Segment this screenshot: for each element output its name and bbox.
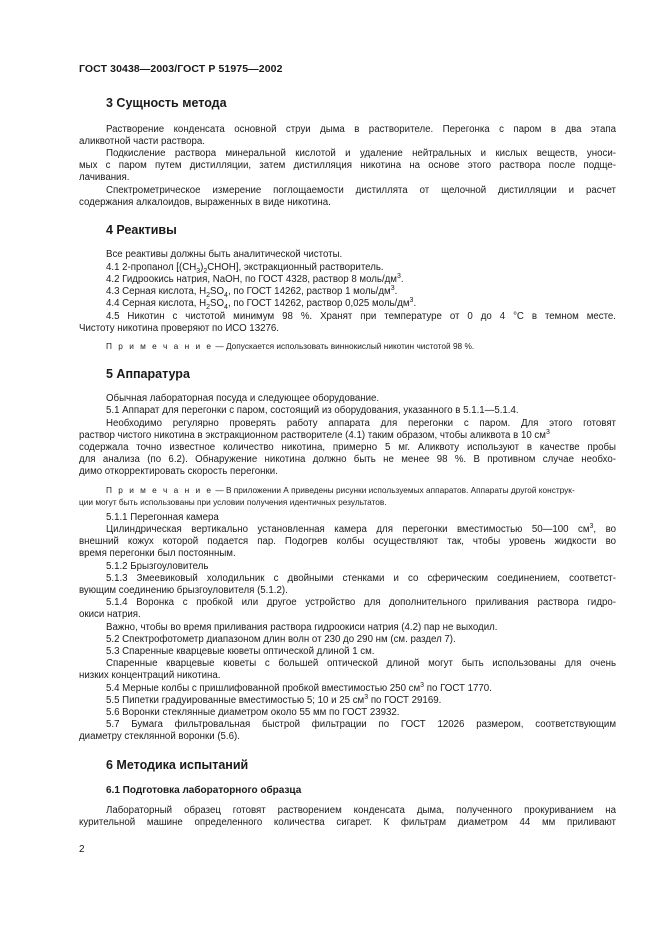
s5-p2c: время перегонки был постоянным. [79, 548, 236, 559]
section-4-title: 4 Реактивы [106, 223, 177, 237]
section-5-title: 5 Аппаратура [106, 367, 190, 381]
section-3-title: 3 Сущность метода [106, 96, 227, 110]
page-number: 2 [79, 844, 85, 855]
s4-item-2: 4.2 Гидроокись натрия, NaOH, по ГОСТ 4328, раствор 8 моль/$дм^3$. [106, 272, 404, 285]
s5-item-1-3b: вующим соединению брызгоуловителя (5.1.2). [79, 585, 288, 596]
s5-p1b: раствор чистого никотина в экстракционном растворителе (4.1) таким образом, чтобы аликвота в 10 $см^3$ [79, 428, 550, 441]
s5-item-4: 5.4 Мерные колбы с пришлифованной пробкой вместимостью 250 $см^3$ по ГОСТ 1770. [106, 681, 492, 694]
s3-p3b: содержания алкалоидов, выраженных в виде никотина. [79, 197, 331, 208]
s5-item-1-4b: окиси натрия. [79, 609, 141, 620]
s5-p1a: Необходимо регулярно проверять работу аппарата для перегонки с паром. Для этого готовят [106, 418, 616, 429]
s5-intro: Обычная лабораторная посуда и следующее оборудование. [106, 393, 380, 404]
s5-p4a: Спаренные кварцевые кюветы с большей оптической длиной могут быть использованы для очень [106, 658, 616, 669]
s4-item-5b: Чистоту никотина проверяют по ИСО 13276. [79, 323, 279, 334]
s5-item-6: 5.6 Воронки стеклянные диаметром около 55 мм по ГОСТ 23932. [106, 707, 400, 718]
s5-note-a: П р и м е ч а н и е — В приложении А приведены рисунки используемых аппаратов. Аппараты другой конструк- [106, 485, 575, 495]
s3-p2b: мых с паром путем дистилляции, затем дистилляция никотина на основе этого раствора после подще- [79, 160, 616, 171]
s5-item-7a: 5.7 Бумага фильтровальная быстрой фильтрации по ГОСТ 12026 размером, соответствующим [106, 719, 616, 730]
s4-item-3: 4.3 Серная кислота, $H_2SO_4$, по ГОСТ 14262, раствор 1 моль/$дм^3$. [106, 284, 398, 299]
s6-p1b: курительной машине определенного количества сигарет. К фильтрам диаметром 44 мм приливают [79, 817, 616, 828]
s5-item-3: 5.3 Спаренные кварцевые кюветы оптической длиной 1 см. [106, 646, 375, 657]
s5-item-1-2: 5.1.2 Брызгоуловитель [106, 561, 209, 572]
s4-item-1: 4.1 2-пропанол $[(CH_3)_2CHOH]$, экстракционный растворитель. [106, 262, 384, 275]
s4-item-4: 4.4 Серная кислота, $H_2SO_4$, по ГОСТ 14262, раствор 0,025 моль/$дм^3$. [106, 296, 417, 311]
s3-p3a: Спектрометрическое измерение поглощаемости дистиллята от щелочной дистилляции и расчет [106, 185, 616, 196]
s5-item-7b: диаметру стеклянной воронки (5.6). [79, 731, 240, 742]
s5-p1d: для анализа (по 6.2). Обнаружение никотина должно быть не менее 98 %. В противном случае необхо- [79, 454, 616, 465]
section-6-title: 6 Методика испытаний [106, 758, 249, 772]
s3-p1a: Растворение конденсата основной струи дыма в растворителе. Перегонка с паром в два этапа [106, 124, 616, 135]
s6-p1a: Лабораторный образец готовят растворением конденсата дыма, полученного прокуриванием на [106, 805, 616, 816]
s5-p1e: димо откорректировать скорость перегонки. [79, 466, 278, 477]
s5-item-1-3a: 5.1.3 Змеевиковый холодильник с двойными стенками и со сферическим соединением, соответст- [106, 573, 616, 584]
s4-intro: Все реактивы должны быть аналитической чистоты. [106, 249, 343, 260]
s5-p2a: Цилиндрическая вертикально установленная камера для перегонки вместимостью 50—100 $см^3$, во [106, 522, 616, 535]
s5-item-2: 5.2 Спектрофотометр диапазоном длин волн от 230 до 290 нм (см. раздел 7). [106, 634, 456, 645]
s5-p2b: внешний кожух которой подается пар. Подогрев колбы осуществляют так, чтобы уровень жидкости во [79, 536, 616, 547]
s4-note: П р и м е ч а н и е — Допускается использовать виннокислый никотин чистотой 98 %. [106, 341, 475, 351]
s5-p4b: низких концентраций никотина. [79, 670, 221, 681]
page-header: ГОСТ 30438—2003/ГОСТ Р 51975—2002 [79, 63, 283, 75]
s5-p3: Важно, чтобы во время приливания раствора гидроокиси натрия (4.2) пар не выходил. [106, 622, 498, 633]
s5-item-1-4a: 5.1.4 Воронка с пробкой или другое устройство для дополнительного приливания раствора гидро- [106, 597, 616, 608]
s3-p1b: аликвотной части раствора. [79, 136, 205, 147]
s3-p2c: лачивания. [79, 172, 130, 183]
s5-item-5: 5.5 Пипетки градуированные вместимостью 5; 10 и 25 $см^3$ по ГОСТ 29169. [106, 693, 442, 706]
s5-note-b: ции могут быть использованы при условии получения идентичных результатов. [79, 497, 387, 507]
s5-item-1: 5.1 Аппарат для перегонки с паром, состоящий из оборудования, указанного в 5.1.1—5.1.4. [106, 405, 519, 416]
s3-p2a: Подкисление раствора минеральной кислотой и удаление нейтральных и кислых веществ, уноси- [106, 148, 616, 159]
s5-item-1-1: 5.1.1 Перегонная камера [106, 512, 219, 523]
s5-p1c: содержала точно известное количество никотина, примерно 5 мг. Аликвоту используют в качестве пробы [79, 442, 616, 453]
section-6-1-title: 6.1 Подготовка лабораторного образца [106, 785, 302, 796]
s4-item-5a: 4.5 Никотин с чистотой минимум 98 %. Хранят при температуре от 0 до 4 °С в темном месте. [106, 311, 616, 322]
